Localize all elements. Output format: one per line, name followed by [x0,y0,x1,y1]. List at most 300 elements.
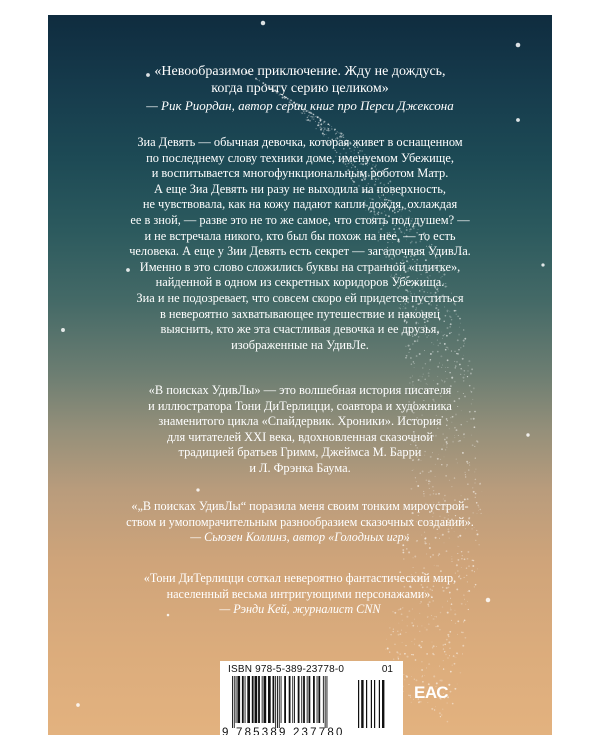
star-dot [464,558,466,560]
star-dot [405,645,406,646]
star-dot [457,620,459,622]
star-dot [443,668,444,669]
star-dot [422,367,423,368]
star-dot [438,493,440,495]
synopsis-line: ее в зной, — разве это не то же самое, что стоять под душем? — [130,212,470,227]
star-dot [450,691,452,693]
star-dot [403,558,404,559]
star-dot [442,380,443,381]
star-dot [323,127,324,128]
star-dot [457,559,459,561]
star-dot [457,553,458,554]
star-dot [433,675,435,677]
star-dot [446,639,448,641]
star-dot [433,618,435,620]
star-dot [429,488,430,489]
star-dot [424,496,425,497]
barcode-bars [226,676,398,728]
star-dot [464,374,465,375]
star-dot [448,641,450,643]
synopsis-line: найденной в одном из секретных коридоров Убежища. [155,275,445,290]
synopsis-line: Именно в это слово сложились буквы на странной «плитке», [139,259,461,274]
collins-quote-line-2: ством и умопомрачительным разнообразием сказочных созданий». [126,514,474,529]
star-dot [412,376,413,377]
star-dot [475,483,476,484]
barcode-addon-bar [358,680,359,728]
star-dot [420,380,421,381]
barcode-bar [236,676,237,723]
star-dot [336,133,337,134]
star-dot [414,363,415,364]
barcode-bar [264,676,267,723]
star-dot [414,644,415,645]
barcode-bar [273,676,275,723]
star-dot [406,548,407,549]
barcode-bar [242,676,244,723]
barcode-bar [245,676,246,723]
star-dot [463,377,465,379]
synopsis-paragraph [68,135,532,353]
star-dot [459,364,461,366]
star-dot [454,657,455,658]
star-dot [482,491,483,492]
barcode-bar [313,676,315,723]
star-dot [444,644,446,646]
star-dot [445,367,446,368]
star-dot [435,493,437,495]
synopsis-line: изображенные на УдивЛе. [231,337,369,352]
isbn-number: ISBN 978-5-389-23778-0 [228,664,345,675]
star-dot [396,651,398,653]
about-line: и иллюстратора Тони ДиТерлицци, соавтора и художника [148,398,452,413]
star-dot [451,486,452,487]
star-dot [454,361,455,362]
star-dot [448,636,450,638]
star-dot [450,671,452,673]
star [196,488,199,491]
star-dot [467,370,469,372]
star-dot [406,676,408,678]
star-dot [326,130,327,131]
star-dot [429,494,431,496]
star-dot [458,654,459,655]
star-dot [451,377,453,379]
star-dot [460,374,461,375]
barcode-bar [258,676,260,723]
star-dot [394,644,395,645]
star-dot [419,631,420,632]
star-dot [323,129,324,130]
starfield-background [48,15,552,735]
star-dot [411,654,412,655]
kay-quote [84,571,516,618]
star-dot [327,128,329,130]
star-dot [422,376,423,377]
star-dot [444,381,446,383]
riordan-quote-line-2: когда прочту серию целиком» [211,81,389,96]
star-dot [423,374,424,375]
star-dot [457,353,459,355]
star-dot [402,552,404,554]
star-dot [311,118,313,120]
star-dot [473,491,475,493]
star-dot [406,632,407,633]
star-dot [414,367,415,368]
star-dot [319,126,321,128]
star-dot [417,485,419,487]
star-dot [465,637,467,639]
star-dot [467,483,468,484]
star-dot [433,654,434,655]
kay-quote-line-1: «Тони ДиТерлицци соткал невероятно фантастический мир, [143,571,457,585]
star-dot [307,117,309,119]
star-dot [433,493,435,495]
kay-quote-attribution: — Рэнди Кей, журналист CNN [219,602,381,617]
star-dot [410,488,412,490]
synopsis-line: не чувствовала, как на кожу падают капли дождя, охлаждая [142,197,458,212]
star-dot [338,132,339,133]
star-dot [398,634,400,636]
star-dot [465,476,466,477]
star-dot [339,133,340,134]
star-dot [340,132,341,133]
star-dot [436,626,437,627]
star [261,21,265,25]
star-dot [401,630,402,631]
star-dot [453,655,455,657]
star-dot [455,365,456,366]
star-dot [439,679,441,681]
isbn-barcode [220,661,403,735]
kay-quote-line-2: населенный весьма интригующими персонажами». [166,586,434,601]
star-dot [431,708,433,710]
star-dot [313,119,314,120]
star-dot [320,129,322,131]
star-dot [320,118,322,120]
barcode-bar [294,676,295,723]
star-dot [416,679,418,681]
star-dot [414,639,415,640]
star-dot [306,120,307,121]
eac-conformity-mark: ЕАС [414,683,448,702]
star-dot [462,358,464,360]
star-dot [467,551,469,553]
barcode-addon-bar [379,680,380,728]
star-dot [446,550,448,552]
star-dot [334,129,336,131]
star-dot [426,653,428,655]
star-dot [409,684,410,685]
star-dot [408,551,410,553]
star-dot [430,359,431,360]
star-dot [461,495,462,496]
star-dot [327,127,328,128]
barcode-bar [247,676,250,723]
synopsis-line: человека. А еще у Зии Девять есть секрет — загадочная УдивЛа. [129,244,471,259]
star-dot [428,623,430,625]
star-dot [404,674,405,675]
barcode-bar [275,676,276,728]
star-dot [400,633,402,635]
star-dot [404,679,405,680]
star-dot [432,642,433,643]
about-book-paragraph [68,383,532,477]
star-dot [436,646,437,647]
star-dot [393,628,394,629]
star-dot [411,676,412,677]
star-dot [415,477,416,478]
star-dot [390,634,391,635]
star-dot [475,497,476,498]
star-dot [455,657,456,658]
star-dot [451,556,452,557]
barcode-bar [303,676,305,723]
star-dot [468,565,470,567]
star-dot [314,117,315,118]
star-dot [408,695,409,696]
star-dot [451,620,452,621]
star-dot [430,360,431,361]
star-dot [327,124,329,126]
star-dot [454,663,456,665]
star-dot [452,703,454,705]
star-dot [462,369,463,370]
star-dot [444,495,446,497]
star-dot [323,130,324,131]
star-dot [324,121,326,123]
star-dot [437,565,439,567]
star-dot [318,122,320,124]
star-dot [387,648,389,650]
star-dot [428,376,429,377]
synopsis-line: и воспитывается многофункциональным роботом Матр. [151,166,449,181]
star-dot [410,697,411,698]
star-dot [437,376,438,377]
star-dot [325,127,326,128]
synopsis-line: по последнему слову техники доме, именуемом Убежище, [146,150,454,165]
barcode-bar [309,676,311,723]
synopsis-line: в невероятно захватывающее путешествие и наконец [159,306,441,321]
star-dot [461,567,462,568]
star-dot [464,370,466,372]
barcode-bar [327,676,328,728]
star-dot [428,663,430,665]
star-dot [433,490,434,491]
star-dot [441,367,442,368]
star-dot [405,357,407,359]
star-dot [462,653,463,654]
star-dot [399,653,401,655]
star-dot [440,355,442,357]
star-dot [415,659,417,661]
star [516,118,520,122]
barcode-bar [323,676,324,723]
star-dot [441,714,443,716]
star-dot [441,380,442,381]
star-dot [331,128,333,130]
barcode-bar [318,676,320,723]
star-dot [454,477,455,478]
star-dot [413,361,415,363]
about-line: для читателей XXI века, вдохновленная сказочной [166,429,434,444]
synopsis-line: и не встречала никого, кто был бы похож на нее, — то есть [144,228,456,243]
star-dot [414,556,416,558]
star-dot [421,625,422,626]
riordan-quote [120,63,480,114]
star-dot [442,709,443,710]
star-dot [445,654,447,656]
barcode-addon-bar [366,680,367,728]
star-dot [433,645,435,647]
barcode-bar [325,676,326,728]
star-dot [434,709,435,710]
about-line: «В поисках УдивЛы» — это волшебная история писателя [148,383,452,397]
star-dot [439,629,440,630]
star-dot [331,126,332,127]
star-dot [439,712,441,714]
star-dot [324,128,326,130]
star-dot [442,644,444,646]
star [76,703,80,707]
star-dot [389,627,391,629]
star-dot [432,554,434,556]
barcode-bar [277,676,278,728]
star-dot [466,567,467,568]
star-dot [329,125,330,126]
star-dot [470,373,472,375]
star-dot [475,479,477,481]
star-dot [426,629,428,631]
star-dot [462,555,463,556]
star-dot [472,487,473,488]
star-dot [438,553,440,555]
star-dot [437,366,439,368]
star-dot [444,651,445,652]
star-dot [443,648,444,649]
star-dot [417,626,418,627]
collins-quote-line-1: «„В поисках УдивЛы“ поразила меня своим тонким мироустрой- [131,499,469,513]
star-dot [337,131,338,132]
star-dot [437,625,439,627]
star-dot [309,120,311,122]
star-dot [413,557,414,558]
star-dot [307,120,308,121]
star-dot [436,565,437,566]
star-dot [398,623,399,624]
book-back-cover [48,15,552,735]
star-dot [402,549,404,551]
star-dot [475,493,477,495]
barcode-addon-bar [374,680,375,728]
star-dot [462,632,463,633]
star-dot [473,560,475,562]
star-dot [463,380,464,381]
star-dot [440,716,441,717]
star-dot [425,627,426,628]
star-dot [421,641,422,642]
star-dot [451,558,452,559]
star-dot [451,561,452,562]
barcode-bar [301,676,302,723]
star-dot [472,560,473,561]
star-dot [429,547,431,549]
star-dot [308,115,310,117]
star-dot [448,684,450,686]
star-dot [467,376,468,377]
star-dot [325,124,326,125]
star-dot [411,622,413,624]
star-dot [435,706,436,707]
star [516,43,521,48]
star-dot [472,565,474,567]
star-dot [477,568,478,569]
star-dot [467,558,469,560]
star-dot [442,365,443,366]
collins-quote [76,499,524,546]
star-dot [433,380,434,381]
barcode-addon-bar [371,680,372,728]
star-dot [418,379,420,381]
star-dot [432,486,434,488]
star-dot [410,377,412,379]
star-dot [416,481,417,482]
star-dot [420,376,421,377]
star-dot [447,721,449,723]
star-dot [315,121,316,122]
star-dot [402,620,403,621]
barcode-addon-bar [361,680,363,728]
star-dot [404,653,406,655]
star-dot [455,367,456,368]
star-dot [438,555,439,556]
star-dot [318,117,319,118]
star-dot [421,661,423,663]
star-dot [424,379,426,381]
synopsis-line: А еще Зиа Девять ни разу не выходила на поверхность, [154,181,446,196]
star-dot [414,619,415,620]
star-dot [421,669,423,671]
star-dot [464,620,466,622]
star-dot [449,372,451,374]
barcode-bar [232,676,233,728]
star-dot [320,123,322,125]
star-dot [439,666,440,667]
star-dot [449,631,451,633]
barcode-bar [281,676,282,723]
barcode-bar [255,676,258,723]
about-line: и Л. Фрэнка Баума. [249,460,351,475]
star-dot [446,378,447,379]
star [61,328,65,332]
star-dot [463,355,464,356]
star-dot [452,665,453,666]
star-dot [317,125,319,127]
star-dot [434,565,435,566]
star-dot [412,641,413,642]
barcode-bar [279,676,280,728]
star-dot [455,623,456,624]
star-dot [443,660,444,661]
star-dot [330,130,331,131]
star-dot [327,130,329,132]
star-dot [323,123,324,124]
barcode-bar [289,676,291,723]
star-dot [411,363,413,365]
star-dot [461,558,462,559]
star-dot [397,631,398,632]
star-dot [454,688,456,690]
star-dot [426,553,427,554]
